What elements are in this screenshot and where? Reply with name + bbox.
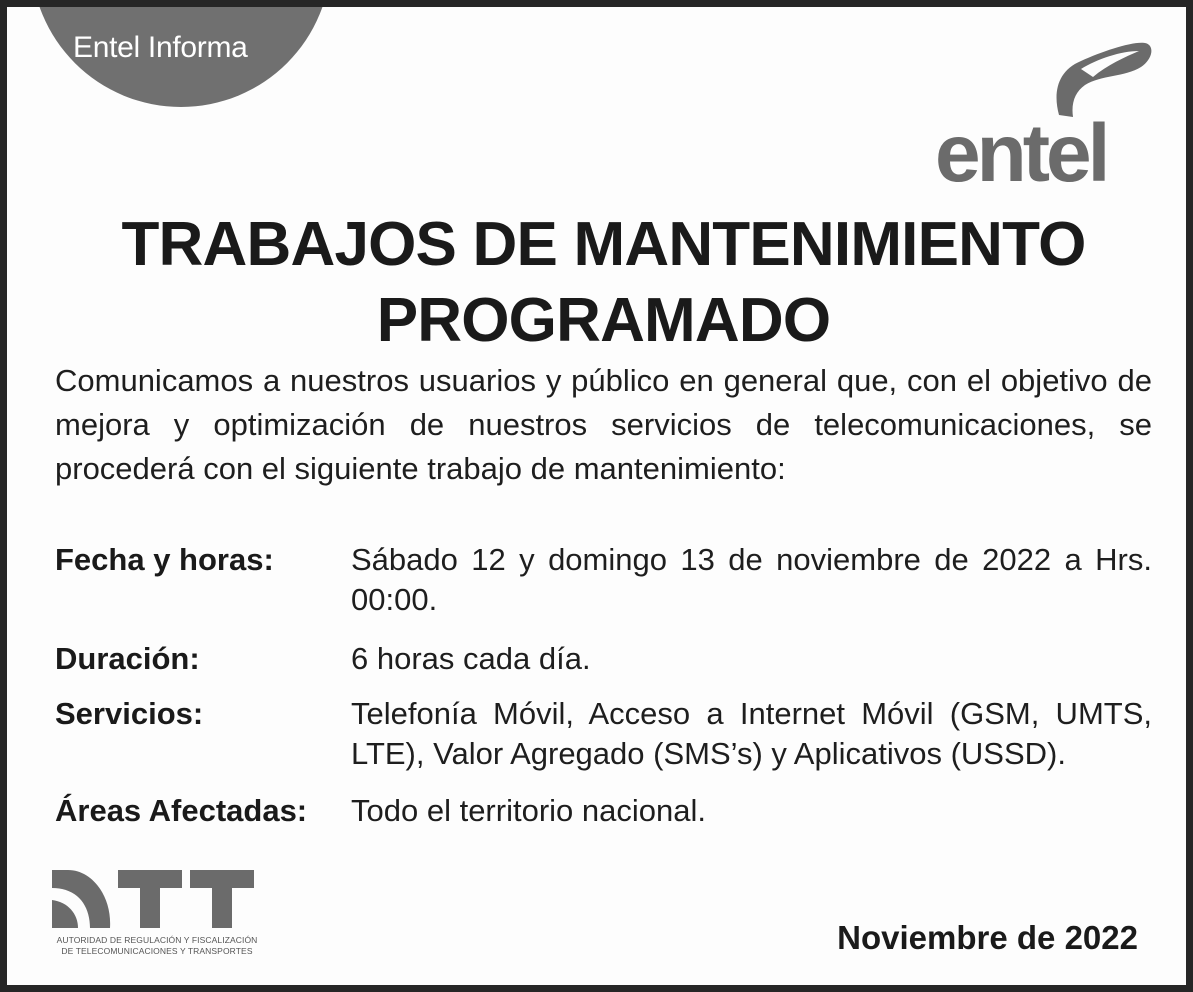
detail-label: Fecha y horas: [55,542,274,577]
page-title [55,207,1152,359]
detail-value: 6 horas cada día. [351,641,591,676]
entel-logo-text: entel [935,108,1107,199]
title-line-1: TRABAJOS DE MANTENIMIENTO [121,210,1086,279]
detail-value: Telefonía Móvil, Acceso a Internet Móvil (GSM, UMTS, LTE), Valor Agregado (SMS’s) y Aplicativos (USSD). [351,696,1152,771]
title-line-2: PROGRAMADO [376,286,831,355]
att-logo [52,870,256,930]
badge-label: Entel Informa [73,31,248,64]
footer-date: Noviembre de 2022 [837,919,1138,956]
detail-row-duracion [55,639,1152,679]
detail-label: Áreas Afectadas: [55,793,308,828]
att-caption-line-1: AUTORIDAD DE REGULACIÓN Y FISCALIZACIÓN [56,935,258,945]
intro-paragraph: Comunicamos a nuestros usuarios y público en general que, con el objetivo de mejora y optimización de nuestros servicios de telecomunicaciones, se procederá con el siguiente trabajo de mantenimiento: [55,363,1152,486]
detail-row-servicios [55,694,1152,774]
detail-label: Duración: [55,641,200,676]
detail-row-areas [55,791,1152,831]
att-caption [52,935,262,957]
detail-value: Todo el territorio nacional. [351,793,706,828]
detail-row-fecha [55,540,1152,620]
att-caption-line-2: DE TELECOMUNICACIONES Y TRANSPORTES [61,946,253,956]
detail-value: Sábado 12 y domingo 13 de noviembre de 2022 a Hrs. 00:00. [351,542,1152,617]
detail-label: Servicios: [55,696,204,731]
